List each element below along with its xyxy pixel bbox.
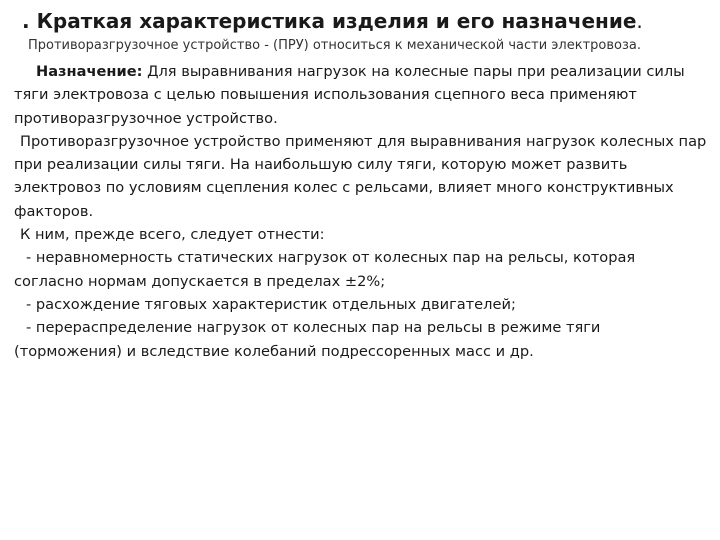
body-text [14, 60, 708, 363]
paragraph-3: К ним, прежде всего, следует отнести: [20, 226, 325, 244]
list-item-3: - перераспределение нагрузок от колесных пар на рельсы в режиме тяги (торможения) и вследствие колебаний подрессоренных масс и др. [14, 319, 601, 360]
purpose-text: Для выравнивания нагрузок на колесные пары при реализации силы тяги электровоза с целью повышения использования сцепного веса применяют противоразгрузочное устройство. [14, 63, 685, 127]
slide-title [22, 6, 643, 36]
list-item-2: - расхождение тяговых характеристик отдельных двигателей; [26, 295, 516, 313]
slide-subtitle: Противоразгрузочное устройство - (ПРУ) относиться к механической части электровоза. [28, 38, 641, 53]
title-suffix: . [636, 9, 643, 33]
title-prefix: . [22, 9, 37, 33]
paragraph-2: Противоразгрузочное устройство применяют для выравнивания нагрузок колесных пар при реализации силы тяги. На наибольшую силу тяги, которую может развить электровоз по условиям сцепления колес с рельсами, влияет много конструктивных факторов. [14, 132, 707, 220]
purpose-label: Назначение: [36, 63, 143, 80]
purpose-paragraph [14, 60, 708, 130]
title-text: Краткая характеристика изделия и его назначение [36, 9, 637, 33]
list-item-1: - неравномерность статических нагрузок от колесных пар на рельсы, которая согласно нормам допускается в пределах ±2%; [14, 249, 636, 290]
